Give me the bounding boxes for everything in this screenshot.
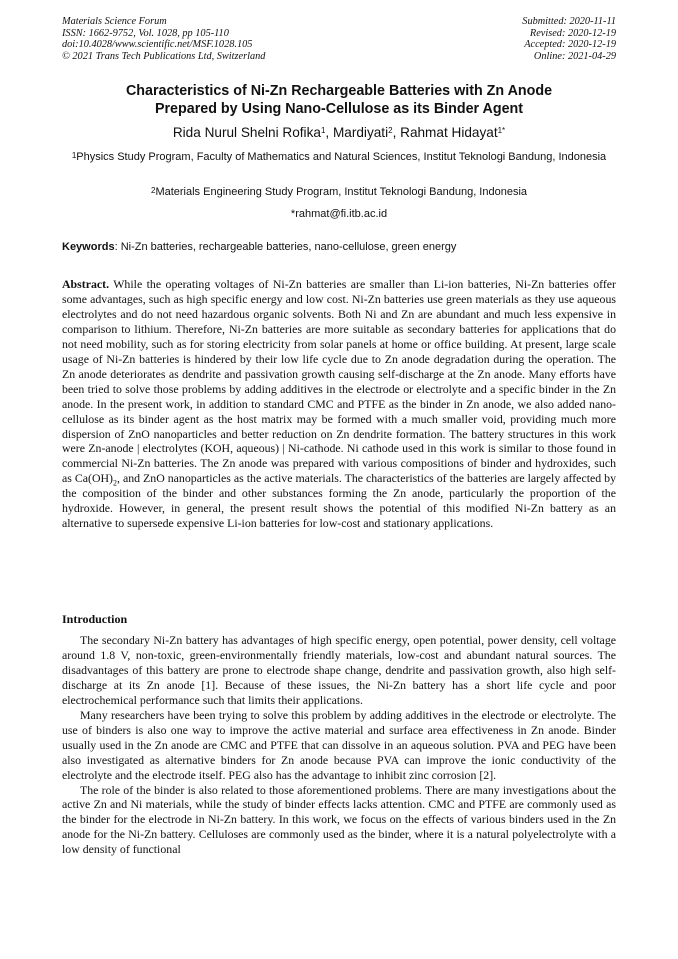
abstract (62, 277, 616, 531)
journal-issn: ISSN: 1662-9752, Vol. 1028, pp 105-110 (62, 27, 229, 39)
affiliation-mark: 2 (150, 186, 156, 195)
abstract-text: While the operating voltages of Ni-Zn batteries are smaller than Li-ion batteries, Ni-Zn batteries offer some advantages, such as high specific energy and low cost. Ni-Zn batteries use green materials as they use aqueous electrolytes and do not need hazardous organic solvents. Both Ni and Zn are abundant and much less expensive in comparison to lithium. Therefore, Ni-Zn batteries are more suitable as secondary batteries for applications that do not need mobility, such as for storing electricity from solar panels at home or office building. At present, large scale usage of Ni-Zn batteries is hindered by their low life cycle due to Zn anode degradation during the operation. The Zn anode deteriorates as dendrite and passivation growth causing self-discharge at the Zn anode. Many efforts have been tried to solve those problems by adding additives in the electrode or electrolyte and a specific binder in the Zn anode. In the present work, in addition to standard CMC and PTFE as the binder in Zn anode, we also added nano-cellulose as its binder agent as the host matrix may be formed with a much smaller void, providing much more dispersion of ZnO nanoparticles and better reduction on Zn dendrite formation. The battery structures in this work were Zn-anode | electrolytes (KOH, aqueous) | Ni-cathode. Ni cathode used in this work is similar to those found in commercial Ni-Zn batteries. The Zn anode was prepared with various compositions of binder and hydroxides, such as Ca(OH) (62, 277, 616, 486)
affiliation-text: Materials Engineering Study Program, Institut Teknologi Bandung, Indonesia (155, 186, 528, 198)
author-list (62, 124, 616, 142)
author-affiliation-mark: 1 (320, 126, 326, 135)
paragraph: The role of the binder is also related to those aforementioned problems. There are many investigations about the active Zn and Ni materials, while the study of binder effects lacks attention. CMC and PTFE are commonly used as the binder for the electrode in Ni-Zn battery. In this work, we focus on the effects of various binders used in the Zn anode for the Ni-Zn battery. Celluloses are commonly used as the binder, where it is a natural polyelectrolyte with a low density of functional (62, 782, 616, 857)
author-name: Mardiyati (332, 125, 389, 140)
journal-info (62, 16, 362, 62)
abstract-text-continued: , and ZnO nanoparticles as the active materials. The characteristics of the batteries are largely affected by the composition of the binder and other substances forming the Zn anode, particularly the proportion of the hydroxide. However, in general, the present result shows the potential of this modified Ni-Zn battery as an alternative to supersede expensive Li-ion batteries for low-cost and stationary applications. (62, 471, 617, 531)
corresponding-email[interactable]: *rahmat@fi.itb.ac.id (290, 208, 388, 220)
affiliation-2 (70, 185, 608, 201)
paragraph: The secondary Ni-Zn battery has advantages of high specific energy, open potential, power density, cell voltage around 1.8 V, non-toxic, green-environmentally friendly materials, low-cost and abundant natural sources. The disadvantages of this battery are prone to electrode shape change, dendrite and passivation growth, also high self-discharge at its Zn anode [1]. Because of these issues, the Ni-Zn battery has a short life cycle and poor electrochemical performance such that limits their applications. (62, 633, 616, 707)
date-online: Online: 2021-04-29 (533, 50, 616, 62)
section-heading-introduction: Introduction (62, 612, 128, 626)
affiliation-1 (70, 150, 608, 166)
author-affiliation-mark: 2 (388, 126, 393, 135)
author-name: Rahmat Hidayat (400, 125, 498, 140)
keywords (62, 240, 616, 255)
keywords-label: Keywords (62, 241, 115, 253)
journal-name: Materials Science Forum (62, 16, 167, 27)
journal-copyright: © 2021 Trans Tech Publications Ltd, Switzerland (62, 50, 266, 62)
title-line-2: Prepared by Using Nano-Cellulose as its Binder Agent (154, 101, 524, 117)
paragraph: Many researchers have been trying to solve this problem by adding additives in the electrode or electrolyte. The use of binders is also one way to improve the active material and surface area effectiveness in Zn anode. Binder usually used in the Zn anode are CMC and PTFE that can dissolve in an aqueous solution. PVA and PEG have been also investigated as alternative binders for Zn anode because PVA can improve the ionic conductivity of the electrolyte and the electrode itself. PEG also has the advantage to inhibit zinc corrosion [2]. (62, 707, 616, 782)
author-separator: , (325, 125, 333, 140)
submission-dates (416, 16, 616, 62)
subscript: 2 (113, 478, 118, 488)
abstract-label: Abstract. (62, 277, 110, 291)
journal-doi: doi:10.4028/www.scientific.net/MSF.1028.105 (62, 39, 253, 51)
date-revised: Revised: 2020-12-19 (529, 27, 616, 39)
keywords-text: : Ni-Zn batteries, rechargeable batteries, nano-cellulose, green energy (114, 241, 457, 253)
date-submitted: Submitted: 2020-11-11 (522, 16, 616, 27)
date-accepted: Accepted: 2020-12-19 (524, 39, 616, 51)
introduction-body (62, 633, 616, 857)
title-line-1: Characteristics of Ni-Zn Rechargeable Batteries with Zn Anode (125, 83, 553, 99)
affiliation-mark: 1 (71, 151, 77, 160)
author-name: Rida Nurul Shelni Rofika (172, 125, 321, 140)
affiliation-text: Physics Study Program, Faculty of Mathematics and Natural Sciences, Institut Teknologi Bandung, Indonesia (76, 151, 607, 163)
paper-title (62, 82, 616, 118)
author-separator: , (392, 125, 401, 140)
author-affiliation-mark: 1* (497, 126, 506, 135)
